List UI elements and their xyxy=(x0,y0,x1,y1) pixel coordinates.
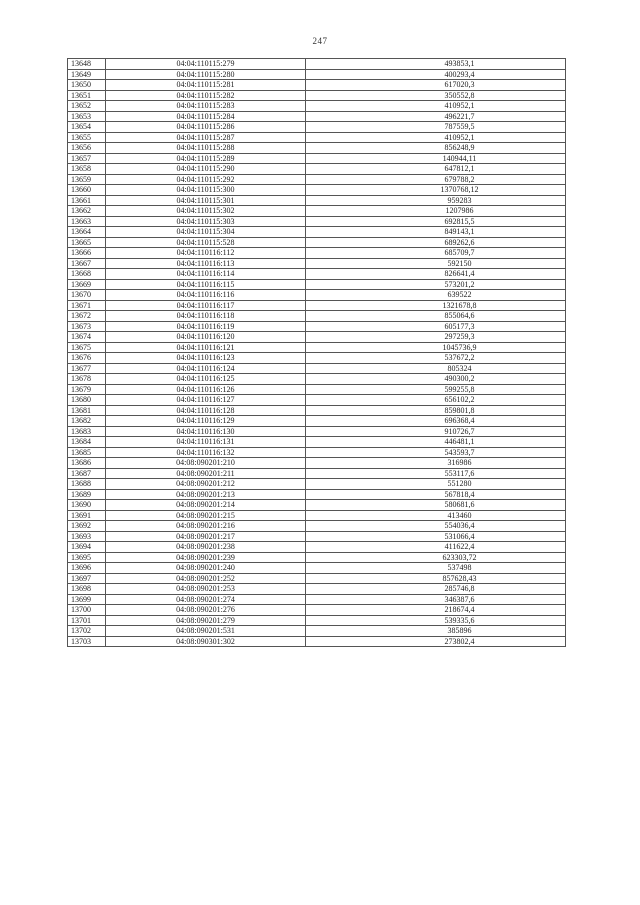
row-number-cell: 13672 xyxy=(68,311,106,322)
table-row xyxy=(68,332,566,343)
value-cell: 826641,4 xyxy=(306,269,566,280)
value-cell: 859801,8 xyxy=(306,405,566,416)
value-cell: 539335,6 xyxy=(306,615,566,626)
cadastral-number-cell: 04:04:110115:292 xyxy=(106,174,306,185)
cadastral-number-cell: 04:04:110116:128 xyxy=(106,405,306,416)
value-cell: 493853,1 xyxy=(306,59,566,70)
table-row xyxy=(68,626,566,637)
value-cell: 543593,7 xyxy=(306,447,566,458)
value-cell: 787559,5 xyxy=(306,122,566,133)
table-row xyxy=(68,384,566,395)
cadastral-number-cell: 04:04:110116:125 xyxy=(106,374,306,385)
cadastral-number-cell: 04:08:090201:238 xyxy=(106,542,306,553)
cadastral-number-cell: 04:04:110116:121 xyxy=(106,342,306,353)
table-row xyxy=(68,416,566,427)
cadastral-number-cell: 04:08:090201:213 xyxy=(106,489,306,500)
row-number-cell: 13684 xyxy=(68,437,106,448)
table-row xyxy=(68,447,566,458)
table-row xyxy=(68,279,566,290)
value-cell: 959283 xyxy=(306,195,566,206)
table-row xyxy=(68,395,566,406)
cadastral-number-cell: 04:04:110115:281 xyxy=(106,80,306,91)
value-cell: 410952,1 xyxy=(306,132,566,143)
value-cell: 273802,4 xyxy=(306,636,566,647)
cadastral-number-cell: 04:04:110116:120 xyxy=(106,332,306,343)
table-row xyxy=(68,552,566,563)
row-number-cell: 13654 xyxy=(68,122,106,133)
value-cell: 218674,4 xyxy=(306,605,566,616)
cadastral-number-cell: 04:08:090201:217 xyxy=(106,531,306,542)
table-row xyxy=(68,311,566,322)
table-row xyxy=(68,542,566,553)
table-row xyxy=(68,573,566,584)
value-cell: 490300,2 xyxy=(306,374,566,385)
table-row xyxy=(68,636,566,647)
row-number-cell: 13691 xyxy=(68,510,106,521)
value-cell: 496221,7 xyxy=(306,111,566,122)
cadastral-number-cell: 04:08:090201:212 xyxy=(106,479,306,490)
table-row xyxy=(68,563,566,574)
row-number-cell: 13666 xyxy=(68,248,106,259)
table-row xyxy=(68,510,566,521)
cadastral-number-cell: 04:04:110116:119 xyxy=(106,321,306,332)
row-number-cell: 13673 xyxy=(68,321,106,332)
row-number-cell: 13697 xyxy=(68,573,106,584)
table-row xyxy=(68,59,566,70)
value-cell: 551280 xyxy=(306,479,566,490)
row-number-cell: 13686 xyxy=(68,458,106,469)
row-number-cell: 13655 xyxy=(68,132,106,143)
table-row xyxy=(68,101,566,112)
row-number-cell: 13648 xyxy=(68,59,106,70)
cadastral-number-cell: 04:08:090201:531 xyxy=(106,626,306,637)
value-cell: 849143,1 xyxy=(306,227,566,238)
table-row xyxy=(68,164,566,175)
value-cell: 857628,43 xyxy=(306,573,566,584)
cadastral-number-cell: 04:08:090201:211 xyxy=(106,468,306,479)
cadastral-number-cell: 04:08:090201:276 xyxy=(106,605,306,616)
table-row xyxy=(68,468,566,479)
row-number-cell: 13699 xyxy=(68,594,106,605)
row-number-cell: 13695 xyxy=(68,552,106,563)
table-row xyxy=(68,521,566,532)
cadastral-number-cell: 04:04:110116:116 xyxy=(106,290,306,301)
value-cell: 553117,6 xyxy=(306,468,566,479)
table-row xyxy=(68,426,566,437)
row-number-cell: 13681 xyxy=(68,405,106,416)
value-cell: 592150 xyxy=(306,258,566,269)
cadastral-number-cell: 04:04:110115:290 xyxy=(106,164,306,175)
cadastral-value-table xyxy=(67,58,566,647)
row-number-cell: 13700 xyxy=(68,605,106,616)
cadastral-number-cell: 04:04:110115:282 xyxy=(106,90,306,101)
cadastral-number-cell: 04:08:090201:210 xyxy=(106,458,306,469)
row-number-cell: 13657 xyxy=(68,153,106,164)
table-row xyxy=(68,206,566,217)
value-cell: 617020,3 xyxy=(306,80,566,91)
row-number-cell: 13678 xyxy=(68,374,106,385)
table-row xyxy=(68,594,566,605)
table-row xyxy=(68,290,566,301)
table-row xyxy=(68,300,566,311)
row-number-cell: 13668 xyxy=(68,269,106,280)
row-number-cell: 13660 xyxy=(68,185,106,196)
table-row xyxy=(68,195,566,206)
value-cell: 910726,7 xyxy=(306,426,566,437)
row-number-cell: 13690 xyxy=(68,500,106,511)
value-cell: 639522 xyxy=(306,290,566,301)
row-number-cell: 13683 xyxy=(68,426,106,437)
cadastral-number-cell: 04:04:110115:528 xyxy=(106,237,306,248)
cadastral-number-cell: 04:08:090201:239 xyxy=(106,552,306,563)
cadastral-number-cell: 04:08:090201:274 xyxy=(106,594,306,605)
value-cell: 1321678,8 xyxy=(306,300,566,311)
value-cell: 647812,1 xyxy=(306,164,566,175)
table-row xyxy=(68,321,566,332)
row-number-cell: 13680 xyxy=(68,395,106,406)
table-row xyxy=(68,132,566,143)
table-row xyxy=(68,458,566,469)
cadastral-number-cell: 04:08:090201:252 xyxy=(106,573,306,584)
value-cell: 580681,6 xyxy=(306,500,566,511)
cadastral-number-cell: 04:04:110116:127 xyxy=(106,395,306,406)
row-number-cell: 13687 xyxy=(68,468,106,479)
cadastral-value-table-container xyxy=(67,58,565,647)
table-row xyxy=(68,500,566,511)
value-cell: 696368,4 xyxy=(306,416,566,427)
row-number-cell: 13685 xyxy=(68,447,106,458)
cadastral-number-cell: 04:04:110116:131 xyxy=(106,437,306,448)
row-number-cell: 13692 xyxy=(68,521,106,532)
table-row xyxy=(68,174,566,185)
table-row xyxy=(68,374,566,385)
table-row xyxy=(68,111,566,122)
cadastral-number-cell: 04:04:110116:114 xyxy=(106,269,306,280)
value-cell: 856248,9 xyxy=(306,143,566,154)
value-cell: 346387,6 xyxy=(306,594,566,605)
cadastral-number-cell: 04:08:090201:253 xyxy=(106,584,306,595)
row-number-cell: 13664 xyxy=(68,227,106,238)
cadastral-number-cell: 04:04:110115:280 xyxy=(106,69,306,80)
table-row xyxy=(68,615,566,626)
table-row xyxy=(68,363,566,374)
table-row xyxy=(68,342,566,353)
table-row xyxy=(68,153,566,164)
row-number-cell: 13667 xyxy=(68,258,106,269)
value-cell: 410952,1 xyxy=(306,101,566,112)
table-row xyxy=(68,69,566,80)
cadastral-number-cell: 04:04:110116:130 xyxy=(106,426,306,437)
row-number-cell: 13689 xyxy=(68,489,106,500)
cadastral-number-cell: 04:04:110115:279 xyxy=(106,59,306,70)
cadastral-number-cell: 04:08:090201:279 xyxy=(106,615,306,626)
page-number: 247 xyxy=(312,36,328,46)
table-row xyxy=(68,248,566,259)
row-number-cell: 13682 xyxy=(68,416,106,427)
value-cell: 623303,72 xyxy=(306,552,566,563)
cadastral-number-cell: 04:08:090201:214 xyxy=(106,500,306,511)
table-row xyxy=(68,185,566,196)
cadastral-number-cell: 04:04:110115:283 xyxy=(106,101,306,112)
row-number-cell: 13701 xyxy=(68,615,106,626)
cadastral-number-cell: 04:04:110116:129 xyxy=(106,416,306,427)
table-row xyxy=(68,489,566,500)
value-cell: 285746,8 xyxy=(306,584,566,595)
cadastral-number-cell: 04:04:110115:300 xyxy=(106,185,306,196)
cadastral-number-cell: 04:04:110116:126 xyxy=(106,384,306,395)
row-number-cell: 13674 xyxy=(68,332,106,343)
value-cell: 573201,2 xyxy=(306,279,566,290)
cadastral-number-cell: 04:04:110116:115 xyxy=(106,279,306,290)
row-number-cell: 13694 xyxy=(68,542,106,553)
cadastral-number-cell: 04:04:110115:286 xyxy=(106,122,306,133)
table-row xyxy=(68,216,566,227)
table-row xyxy=(68,437,566,448)
value-cell: 689262,6 xyxy=(306,237,566,248)
row-number-cell: 13656 xyxy=(68,143,106,154)
row-number-cell: 13669 xyxy=(68,279,106,290)
row-number-cell: 13688 xyxy=(68,479,106,490)
table-row xyxy=(68,258,566,269)
table-row xyxy=(68,122,566,133)
value-cell: 537498 xyxy=(306,563,566,574)
row-number-cell: 13651 xyxy=(68,90,106,101)
cadastral-number-cell: 04:04:110115:304 xyxy=(106,227,306,238)
value-cell: 400293,4 xyxy=(306,69,566,80)
table-row xyxy=(68,143,566,154)
row-number-cell: 13663 xyxy=(68,216,106,227)
row-number-cell: 13693 xyxy=(68,531,106,542)
value-cell: 554036,4 xyxy=(306,521,566,532)
table-row xyxy=(68,237,566,248)
cadastral-number-cell: 04:04:110115:303 xyxy=(106,216,306,227)
cadastral-number-cell: 04:04:110116:132 xyxy=(106,447,306,458)
table-row xyxy=(68,353,566,364)
cadastral-number-cell: 04:04:110115:302 xyxy=(106,206,306,217)
row-number-cell: 13665 xyxy=(68,237,106,248)
row-number-cell: 13698 xyxy=(68,584,106,595)
cadastral-number-cell: 04:04:110115:301 xyxy=(106,195,306,206)
value-cell: 692815,5 xyxy=(306,216,566,227)
table-row xyxy=(68,531,566,542)
value-cell: 411622,4 xyxy=(306,542,566,553)
table-row xyxy=(68,90,566,101)
row-number-cell: 13652 xyxy=(68,101,106,112)
row-number-cell: 13702 xyxy=(68,626,106,637)
row-number-cell: 13696 xyxy=(68,563,106,574)
cadastral-number-cell: 04:04:110116:117 xyxy=(106,300,306,311)
row-number-cell: 13675 xyxy=(68,342,106,353)
value-cell: 385896 xyxy=(306,626,566,637)
value-cell: 350552,8 xyxy=(306,90,566,101)
row-number-cell: 13649 xyxy=(68,69,106,80)
value-cell: 297259,3 xyxy=(306,332,566,343)
value-cell: 685709,7 xyxy=(306,248,566,259)
cadastral-number-cell: 04:04:110115:289 xyxy=(106,153,306,164)
row-number-cell: 13703 xyxy=(68,636,106,647)
value-cell: 316986 xyxy=(306,458,566,469)
value-cell: 599255,8 xyxy=(306,384,566,395)
cadastral-number-cell: 04:08:090201:215 xyxy=(106,510,306,521)
cadastral-number-cell: 04:04:110115:288 xyxy=(106,143,306,154)
row-number-cell: 13659 xyxy=(68,174,106,185)
value-cell: 805324 xyxy=(306,363,566,374)
table-row xyxy=(68,80,566,91)
row-number-cell: 13670 xyxy=(68,290,106,301)
value-cell: 531066,4 xyxy=(306,531,566,542)
value-cell: 537672,2 xyxy=(306,353,566,364)
value-cell: 413460 xyxy=(306,510,566,521)
table-row xyxy=(68,269,566,280)
row-number-cell: 13677 xyxy=(68,363,106,374)
cadastral-number-cell: 04:08:090201:240 xyxy=(106,563,306,574)
row-number-cell: 13653 xyxy=(68,111,106,122)
cadastral-number-cell: 04:04:110116:113 xyxy=(106,258,306,269)
cadastral-number-cell: 04:04:110116:123 xyxy=(106,353,306,364)
row-number-cell: 13658 xyxy=(68,164,106,175)
value-cell: 656102,2 xyxy=(306,395,566,406)
table-row xyxy=(68,605,566,616)
table-body xyxy=(68,59,566,647)
row-number-cell: 13661 xyxy=(68,195,106,206)
row-number-cell: 13679 xyxy=(68,384,106,395)
row-number-cell: 13650 xyxy=(68,80,106,91)
value-cell: 446481,1 xyxy=(306,437,566,448)
cadastral-number-cell: 04:04:110116:112 xyxy=(106,248,306,259)
value-cell: 567818,4 xyxy=(306,489,566,500)
value-cell: 679788,2 xyxy=(306,174,566,185)
row-number-cell: 13662 xyxy=(68,206,106,217)
cadastral-number-cell: 04:04:110115:284 xyxy=(106,111,306,122)
cadastral-number-cell: 04:04:110115:287 xyxy=(106,132,306,143)
table-row xyxy=(68,479,566,490)
cadastral-number-cell: 04:04:110116:124 xyxy=(106,363,306,374)
value-cell: 1207986 xyxy=(306,206,566,217)
value-cell: 140944,11 xyxy=(306,153,566,164)
cadastral-number-cell: 04:08:090301:302 xyxy=(106,636,306,647)
table-row xyxy=(68,227,566,238)
value-cell: 605177,3 xyxy=(306,321,566,332)
row-number-cell: 13676 xyxy=(68,353,106,364)
table-row xyxy=(68,584,566,595)
cadastral-number-cell: 04:08:090201:216 xyxy=(106,521,306,532)
table-row xyxy=(68,405,566,416)
cadastral-number-cell: 04:04:110116:118 xyxy=(106,311,306,322)
row-number-cell: 13671 xyxy=(68,300,106,311)
value-cell: 1370768,12 xyxy=(306,185,566,196)
value-cell: 855064,6 xyxy=(306,311,566,322)
value-cell: 1045736,9 xyxy=(306,342,566,353)
